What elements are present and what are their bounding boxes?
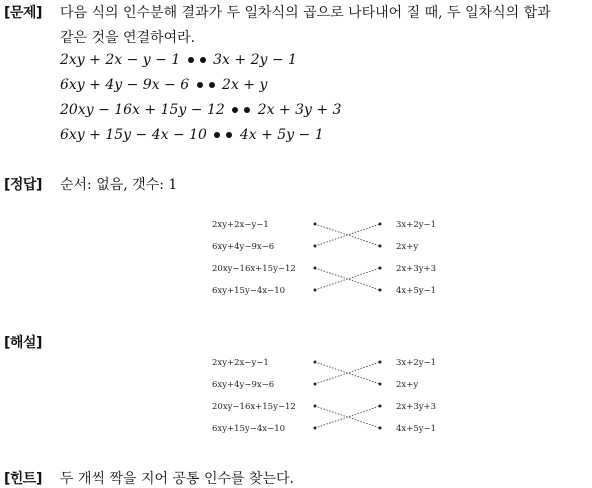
explanation-left-item: 2xy+2x−y−1 (212, 358, 269, 368)
explanation-label: [해설] (4, 335, 42, 351)
bullet-dot-icon (232, 107, 238, 113)
problem-line-1: 다음 식의 인수분해 결과가 두 일차식의 곱으로 나타내어 질 때, 두 일차식의 합과 (60, 5, 551, 21)
problem-pair-4 (60, 127, 324, 143)
answer-left-item: 2xy+2x−y−1 (212, 220, 269, 230)
answer-label: [정답] (4, 177, 42, 193)
pair-left-expression: 6xy + 15y − 4x − 10 (60, 127, 207, 143)
bullet-dot-icon (200, 57, 206, 63)
answer-right-item: 2x+y (396, 242, 419, 252)
bullet-dot-icon (244, 107, 250, 113)
answer-text: 순서: 없음, 갯수: 1 (60, 177, 178, 193)
pair-right-expression: 2x + 3y + 3 (257, 102, 342, 118)
explanation-right-item: 4x+5y−1 (396, 424, 437, 434)
answer-right-item: 3x+2y−1 (396, 220, 437, 230)
explanation-right-item: 2x+3y+3 (396, 402, 437, 412)
explanation-right-item: 3x+2y−1 (396, 358, 437, 368)
problem-label: [문제] (4, 5, 42, 21)
answer-left-item: 6xy+4y−9x−6 (212, 242, 275, 252)
answer-left-item: 6xy+15y−4x−10 (212, 286, 286, 296)
pair-left-expression: 20xy − 16x + 15y − 12 (60, 102, 225, 118)
answer-right-item: 4x+5y−1 (396, 286, 437, 296)
problem-line-2: 같은 것을 연결하여라. (60, 30, 196, 46)
hint-text: 두 개씩 짝을 지어 공통 인수를 찾는다. (60, 471, 295, 487)
pair-right-expression: 3x + 2y − 1 (213, 52, 297, 68)
pair-right-expression: 2x + y (222, 77, 268, 93)
explanation-left-item: 20xy−16x+15y−12 (212, 402, 296, 412)
bullet-dot-icon (209, 82, 215, 88)
problem-pair-3 (60, 102, 341, 118)
explanation-left-item: 6xy+4y−9x−6 (212, 380, 275, 390)
explanation-right-item: 2x+y (396, 380, 419, 390)
problem-pair-1 (60, 52, 297, 68)
pair-left-expression: 6xy + 4y − 9x − 6 (60, 77, 190, 93)
hint-label: [힌트] (4, 471, 42, 487)
bullet-dot-icon (214, 132, 220, 138)
pair-left-expression: 2xy + 2x − y − 1 (60, 52, 181, 68)
pair-right-expression: 4x + 5y − 1 (239, 127, 324, 143)
bullet-dot-icon (188, 57, 194, 63)
answer-right-item: 2x+3y+3 (396, 264, 437, 274)
bullet-dot-icon (197, 82, 203, 88)
answer-left-item: 20xy−16x+15y−12 (212, 264, 296, 274)
problem-pair-2 (60, 77, 267, 93)
answer-matching-diagram (200, 212, 460, 302)
explanation-left-item: 6xy+15y−4x−10 (212, 424, 286, 434)
bullet-dot-icon (226, 132, 232, 138)
explanation-matching-diagram (200, 350, 460, 440)
